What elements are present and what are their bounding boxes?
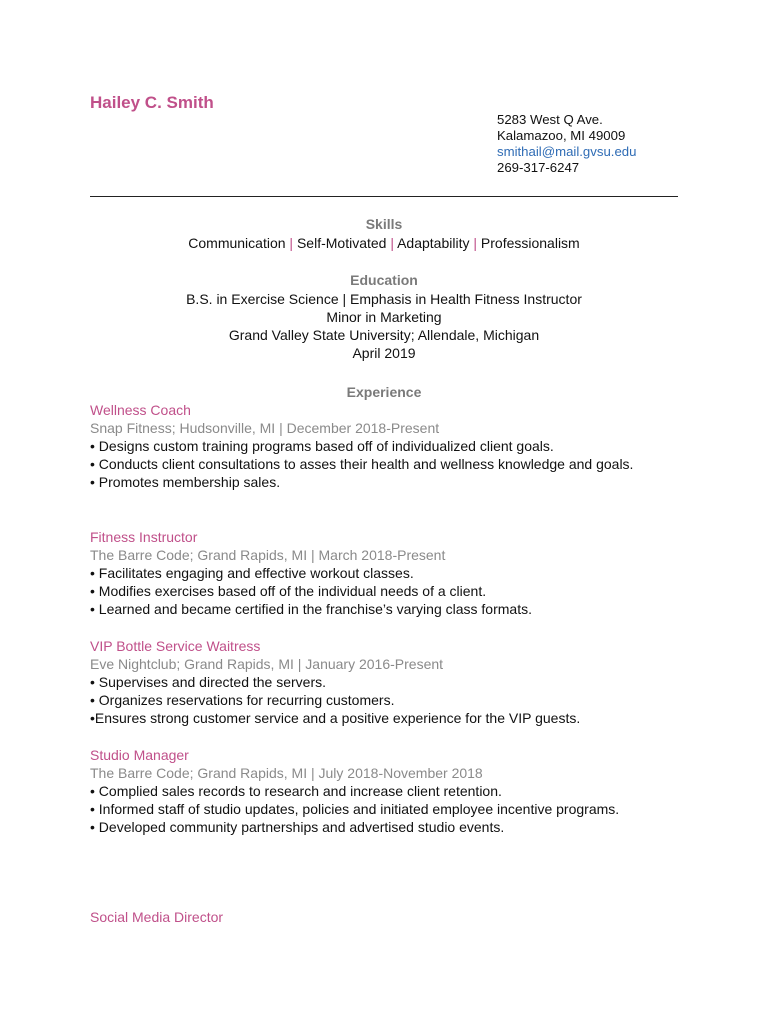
skill-separator: | [386,235,398,251]
job-meta: The Barre Code; Grand Rapids, MI | July 2018-November 2018 [90,765,483,781]
job-bullet: • Designs custom training programs based off of individualized client goals. [90,438,554,454]
job-entry [90,746,690,836]
education-block [90,290,678,362]
skill-item: Self-Motivated [296,235,387,251]
job-bullet: • Developed community partnerships and advertised studio events. [90,819,505,835]
skill-item: Adaptability [397,235,470,251]
job-bullet: • Promotes membership sales. [90,474,281,490]
job-title: VIP Bottle Service Waitress [90,638,261,654]
job-bullet: • Complied sales records to research and increase client retention. [90,783,502,799]
skills-heading: Skills [365,216,403,232]
skill-item: Professionalism [480,235,580,251]
job-bullet: • Conducts client consultations to asses their health and wellness knowledge and goals. [90,456,634,472]
job-bullet: • Supervises and directed the servers. [90,674,327,690]
school-line: Grand Valley State University; Allendale, Michigan [228,327,540,343]
job-bullet: • Informed staff of studio updates, policies and initiated employee incentive programs. [90,801,620,817]
job-title: Studio Manager [90,747,189,763]
job-entry [90,401,690,491]
contact-block [497,112,636,176]
header-divider [90,196,678,197]
job-bullet: • Facilitates engaging and effective workout classes. [90,565,414,581]
experience-heading: Experience [346,384,422,400]
job-entry [90,908,690,926]
applicant-name: Hailey C. Smith [90,93,214,112]
skills-list [90,234,678,252]
degree-line: B.S. in Exercise Science | Emphasis in Health Fitness Instructor [186,291,582,307]
skill-separator: | [469,235,481,251]
job-meta: The Barre Code; Grand Rapids, MI | March 2018-Present [90,547,446,563]
job-title: Fitness Instructor [90,529,198,545]
job-title: Wellness Coach [90,402,191,418]
education-heading: Education [350,272,418,288]
skill-item: Communication [188,235,286,251]
job-title: Social Media Director [90,909,224,925]
skill-separator: | [285,235,297,251]
address-line-2: Kalamazoo, MI 49009 [497,128,626,143]
job-bullet: • Learned and became certified in the franchise’s varying class formats. [90,601,532,617]
job-bullet: •Ensures strong customer service and a positive experience for the VIP guests. [90,710,581,726]
phone-number: 269-317-6247 [497,160,580,175]
minor-line: Minor in Marketing [326,309,442,325]
job-entry [90,528,690,618]
job-meta: Eve Nightclub; Grand Rapids, MI | January 2016-Present [90,656,444,672]
job-entry [90,637,690,727]
job-bullet: • Organizes reservations for recurring customers. [90,692,395,708]
address-line-1: 5283 West Q Ave. [497,112,603,127]
job-meta: Snap Fitness; Hudsonville, MI | December 2018-Present [90,420,440,436]
graduation-date: April 2019 [352,345,416,361]
job-bullet: • Modifies exercises based off of the individual needs of a client. [90,583,487,599]
email-link[interactable]: smithail@mail.gvsu.edu [497,144,637,159]
